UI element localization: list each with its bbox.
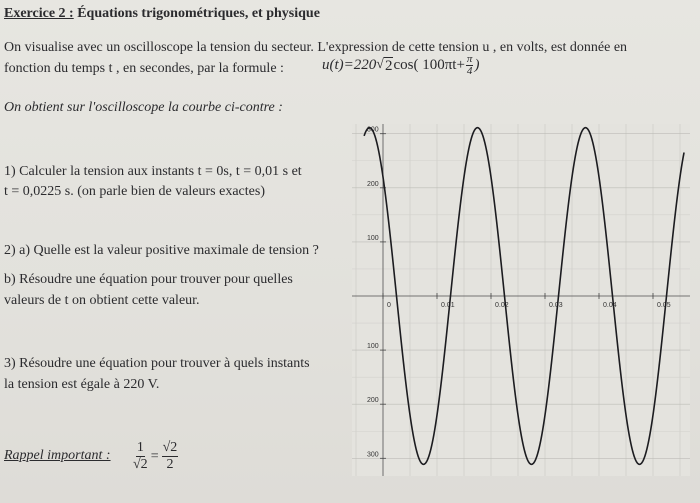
question-3-line-1: 3) Résoudre une équation pour trouver à quels instants	[4, 356, 310, 371]
question-3-line-2: la tension est égale à 220 V.	[4, 377, 160, 392]
rappel-label: Rappel important :	[4, 448, 111, 463]
formula-close: )	[474, 57, 480, 73]
rappel-lhs-den: √2	[133, 457, 148, 472]
formula-lhs: u(t)=220	[322, 57, 377, 73]
formula-pi-num: π	[466, 53, 473, 65]
rappel-rhs-num: √2	[162, 440, 178, 455]
y-tick-label: 200	[367, 397, 379, 405]
question-2b-line-1: b) Résoudre une équation pour trouver pour quelles	[4, 272, 293, 287]
y-tick-label: 300	[367, 451, 379, 459]
formula-sqrt-arg: 2	[384, 57, 393, 74]
x-tick-label: 0.01	[441, 302, 455, 309]
x-tick-label: 0.05	[657, 302, 671, 309]
rappel-equals: =	[150, 448, 159, 464]
exercise-number: Exercice 2 :	[4, 6, 74, 21]
y-tick-label: 200	[367, 180, 379, 188]
rappel-lhs-num: 1	[136, 440, 144, 455]
question-2a: 2) a) Quelle est la valeur positive maximale de tension ?	[4, 243, 319, 258]
statement-line-1: On visualise avec un oscilloscope la tension du secteur. L'expression de cette tension u , en volts, est donnée en	[4, 40, 628, 55]
formula-pi-den: 4	[466, 65, 473, 77]
chart-background	[352, 124, 690, 476]
exercise-subject: Équations trigonométriques, et physique	[73, 6, 320, 21]
y-tick-label: 300	[367, 126, 379, 134]
question-1-line-2: t = 0,0225 s. (on parle bien de valeurs exactes)	[4, 184, 265, 199]
y-tick-label: 100	[367, 234, 379, 242]
question-2b-line-2: valeurs de t on obtient cette valeur.	[4, 293, 200, 308]
rappel-rhs-den: 2	[166, 457, 174, 472]
x-tick-label: 0.02	[495, 302, 509, 309]
curve-intro: On obtient sur l'oscilloscope la courbe ci-contre :	[4, 100, 283, 115]
x-tick-label: 0	[387, 302, 391, 309]
x-tick-label: 0.03	[549, 302, 563, 309]
y-tick-label: 100	[367, 343, 379, 351]
formula-sqrt: √ 2	[376, 56, 393, 74]
statement-line-2: fonction du temps t , en secondes, par la formule :	[4, 61, 284, 76]
x-tick-label: 0.04	[603, 302, 617, 309]
question-1-line-1: 1) Calculer la tension aux instants t = 0s, t = 0,01 s et	[4, 164, 302, 179]
formula-cos: cos( 100πt+	[393, 57, 465, 73]
